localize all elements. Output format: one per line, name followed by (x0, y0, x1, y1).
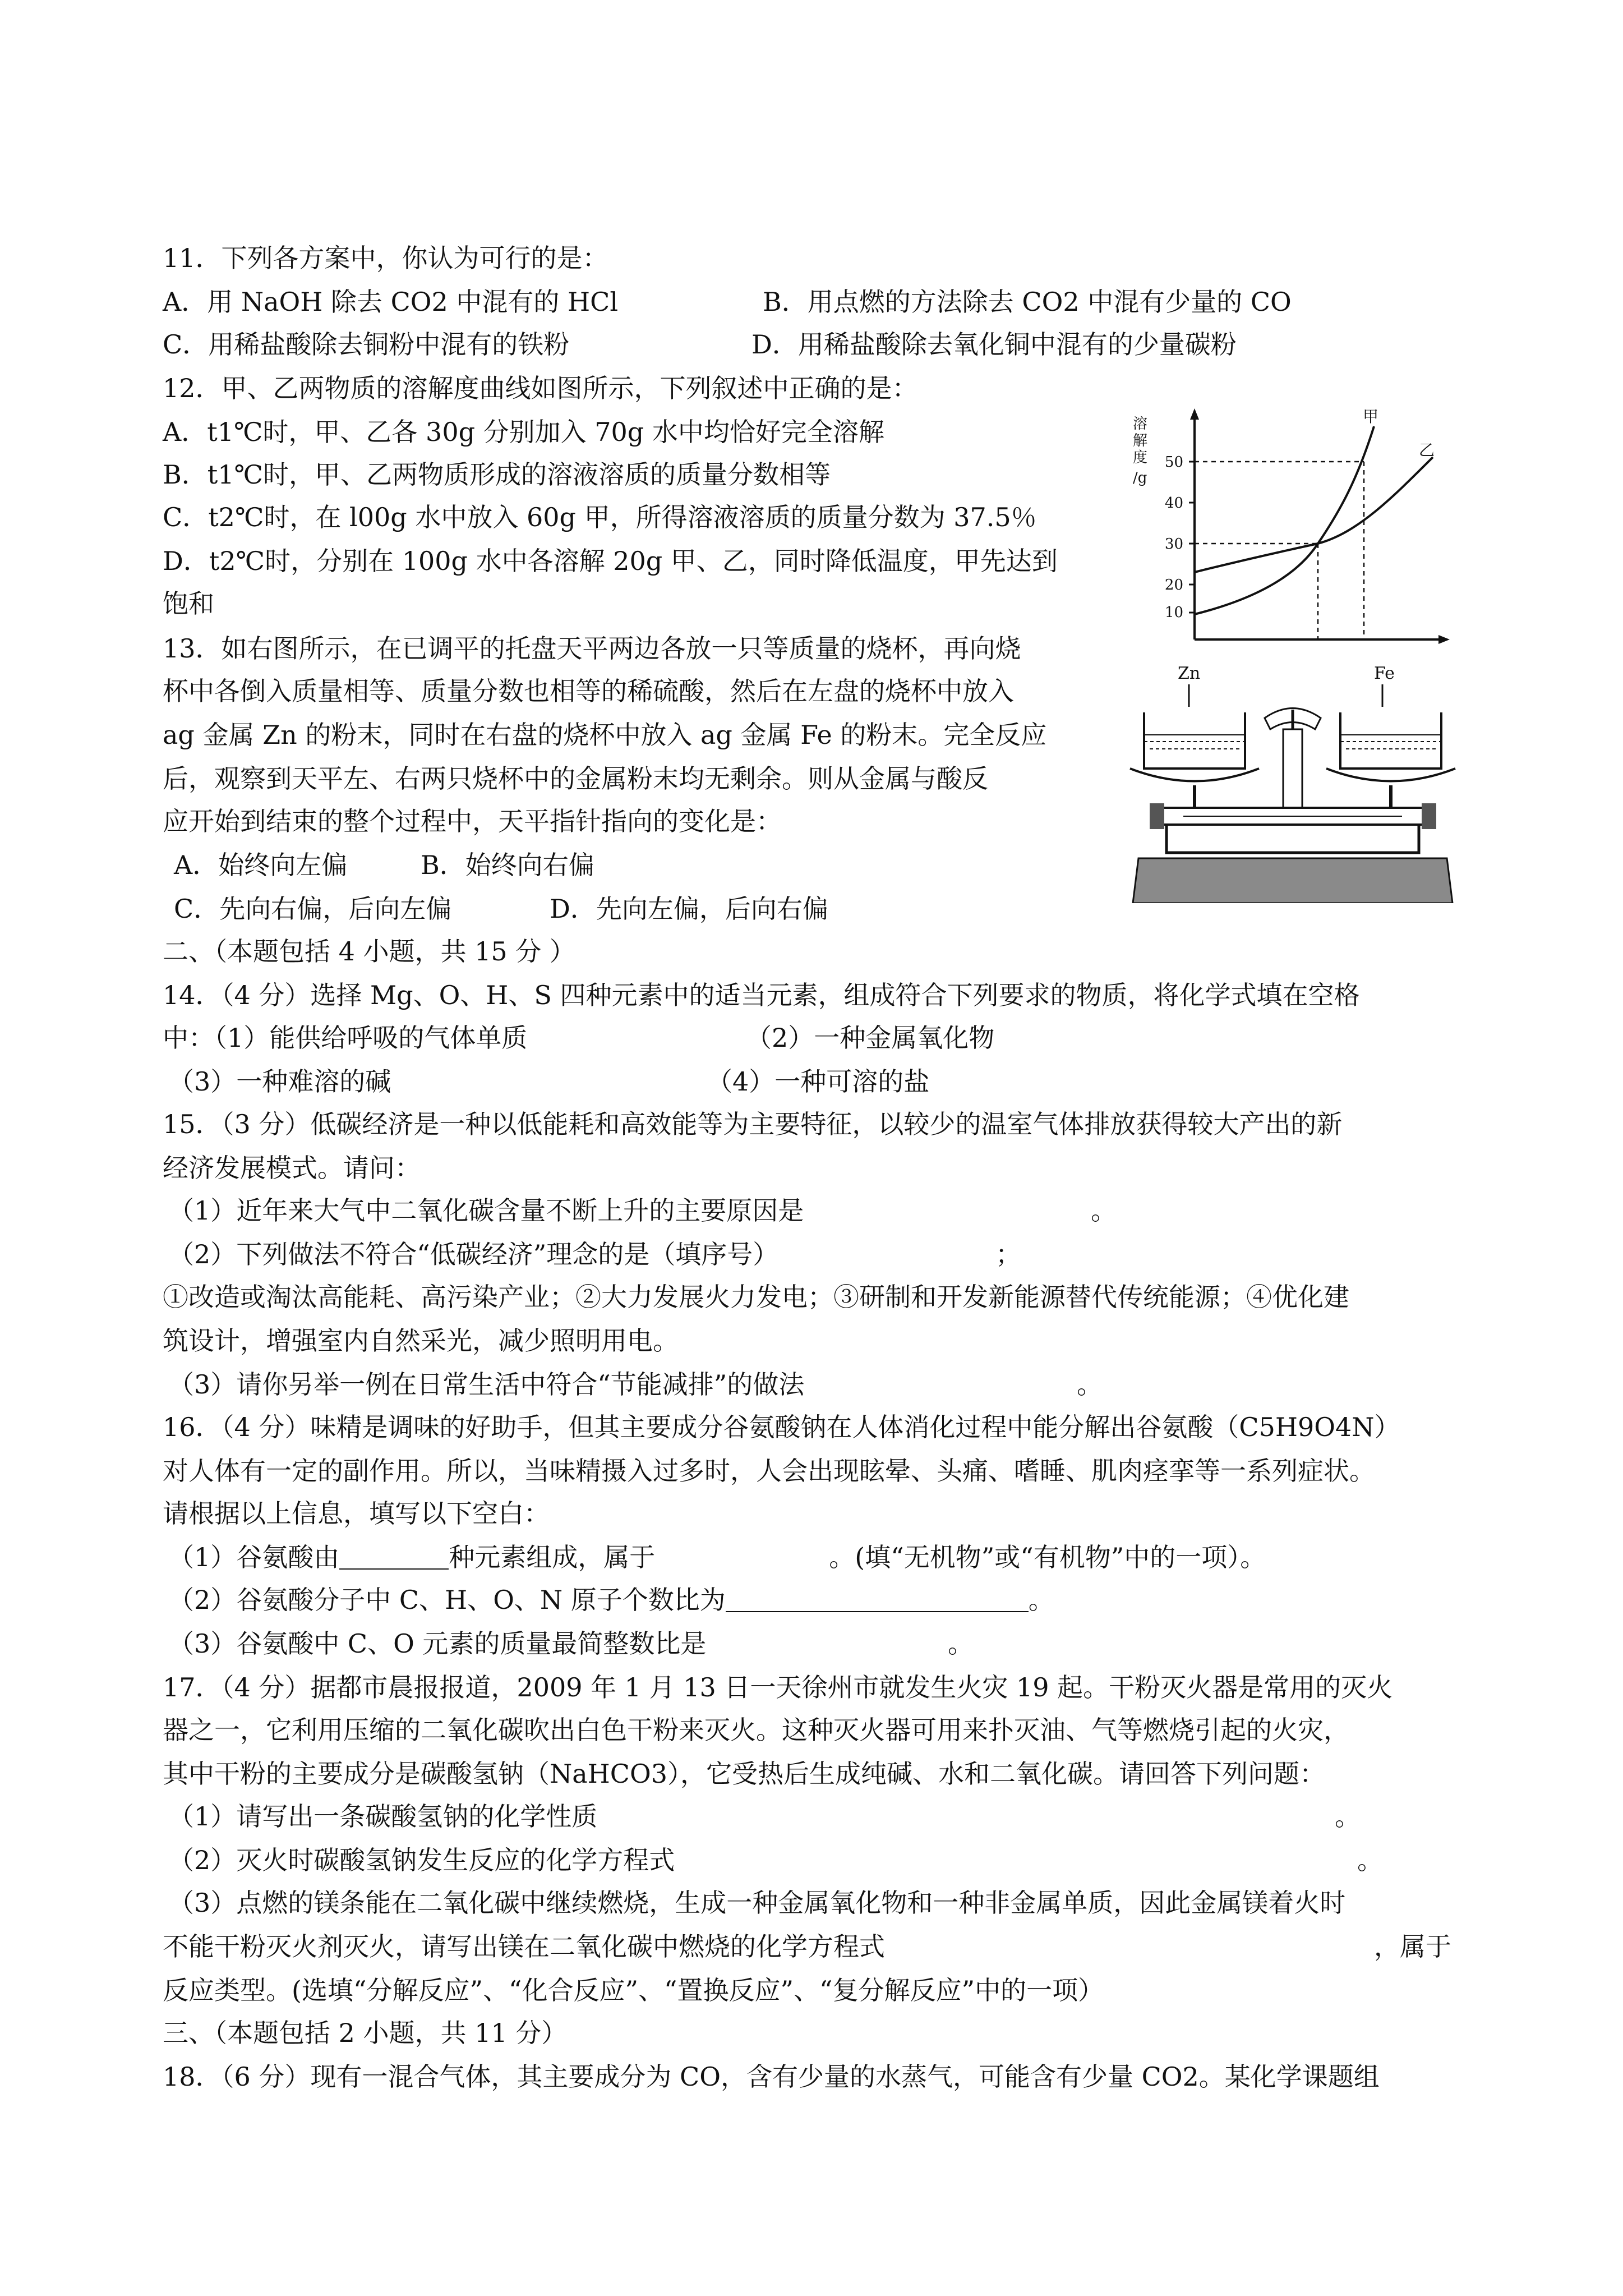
q15-part-1: （1）近年来大气中二氧化碳含量不断上升的主要原因是 (168, 1195, 804, 1226)
q17-part-3-cont: 不能干粉灭火剂灭火，请写出镁在二氧化碳中燃烧的化学方程式 (163, 1931, 885, 1962)
solubility-curve-figure (1127, 404, 1458, 656)
section-3-heading: 三、（本题包括 2 小题，共 11 分） (163, 2018, 568, 2048)
y-tick-label: 40 (1164, 495, 1183, 512)
q15-stem-1: 15．（3 分）低碳经济是一种以低能耗和高效能等为主要特征，以较少的温室气体排放获得较大产出的新 (163, 1109, 1343, 1139)
q13-option-b: B．始终向右偏 (421, 850, 594, 880)
q17-part-2-end: 。 (1357, 1845, 1383, 1875)
q16-part-1-b: 种元素组成，属于 (449, 1542, 656, 1572)
q12-stem: 12．甲、乙两物质的溶解度曲线如图所示，下列叙述中正确的是： (163, 373, 918, 403)
right-beaker (1340, 712, 1441, 769)
ylabel-char: 解 (1133, 432, 1148, 449)
q17-stem-1: 17．（4 分）据都市晨报报道，2009 年 1 月 13 日一天徐州市就发生火灾 19 起。干粉灭火器是常用的灭火 (163, 1672, 1393, 1703)
q17-part-1: （1）请写出一条碳酸氢钠的化学性质 (168, 1801, 598, 1832)
q13-option-c: C．先向右偏，后向左偏 (174, 894, 452, 924)
q16-stem-2: 对人体有一定的副作用。所以，当味精摄入过多时，人会出现眩晕、头痛、嗜睡、肌肉痉挛等一系列症状。 (163, 1456, 1375, 1486)
q14-part-1: 中：（1）能供给呼吸的气体单质 (163, 1023, 528, 1053)
q15-choices-2: 筑设计，增强室内自然采光，减少照明用电。 (163, 1326, 679, 1356)
q16-stem-3: 请根据以上信息，填写以下空白： (163, 1498, 550, 1529)
curve-label-yi: 乙 (1419, 441, 1435, 459)
q15-part-3: （3）请你另举一例在日常生活中符合“节能减排”的做法 (168, 1369, 805, 1400)
q13-stem-4: 后，观察到天平左、右两只烧杯中的金属粉末均无剩余。则从金属与酸反 (163, 763, 988, 794)
q17-part-1-end: 。 (1335, 1801, 1361, 1832)
q12-option-d: D．t2℃时，分别在 100g 水中各溶解 20g 甲、乙，同时降低温度，甲先达到 (163, 546, 1058, 576)
left-beaker (1144, 712, 1245, 769)
q12-option-b: B．t1℃时，甲、乙两物质形成的溶液溶质的质量分数相等 (163, 459, 831, 490)
q18-stem: 18．（6 分）现有一混合气体，其主要成分为 CO，含有少量的水蒸气，可能含有少量 CO2。某化学课题组 (163, 2062, 1380, 2092)
ylabel-char: 度 (1133, 449, 1148, 466)
q13-option-d: D．先向左偏，后向右偏 (550, 894, 828, 924)
ylabel-char: 溶 (1133, 416, 1148, 432)
balance-figure (1127, 656, 1464, 903)
answer-blank[interactable] (726, 1611, 1029, 1612)
q15-part-3-end: 。 (1077, 1369, 1103, 1400)
y-axis-arrow (1190, 408, 1199, 420)
x-axis-arrow (1438, 635, 1450, 644)
q15-part-2: （2）下列做法不符合“低碳经济”理念的是（填序号） (168, 1239, 779, 1269)
q11-option-d: D．用稀盐酸除去氧化铜中混有的少量碳粉 (751, 329, 1237, 360)
q11-option-c: C．用稀盐酸除去铜粉中混有的铁粉 (163, 329, 570, 360)
curve-yi (1195, 457, 1433, 572)
section-2-heading: 二、（本题包括 4 小题，共 15 分 ） (163, 936, 575, 967)
q12-option-a: A．t1℃时，甲、乙各 30g 分别加入 70g 水中均恰好完全溶解 (163, 417, 884, 447)
q17-part-3-shuyu: ，属于 (1374, 1931, 1451, 1962)
q16-part-2 (168, 1583, 1054, 1617)
q16-stem-1: 16．（4 分）味精是调味的好助手，但其主要成分谷氨酸钠在人体消化过程中能分解出谷氨酸（C5H9O4N） (163, 1412, 1400, 1442)
center-column (1283, 729, 1302, 808)
y-tick-label: 10 (1164, 604, 1183, 621)
q12-option-c: C．t2℃时，在 l00g 水中放入 60g 甲，所得溶液溶质的质量分数为 37.5％ (163, 502, 1037, 532)
y-axis-label (1133, 416, 1147, 486)
answer-blank[interactable] (339, 1568, 449, 1570)
q16-part-1 (168, 1540, 1266, 1574)
q14-stem: 14．（4 分）选择 Mg、O、H、S 四种元素中的适当元素，组成符合下列要求的物质，将化学式填在空格 (163, 980, 1360, 1010)
y-tick-label: 30 (1164, 536, 1183, 553)
q14-part-2: （2）一种金属氧化物 (746, 1023, 995, 1053)
curve-label-jia: 甲 (1363, 407, 1379, 426)
q15-stem-2: 经济发展模式。请问： (163, 1153, 421, 1183)
q13-option-a: A．始终向左偏 (174, 850, 348, 880)
left-nut (1150, 803, 1164, 829)
balance-table (1133, 858, 1453, 903)
q13-stem-1: 13．如右图所示，在已调平的托盘天平两边各放一只等质量的烧杯，再向烧 (163, 633, 1021, 664)
y-tick-label: 50 (1164, 454, 1183, 471)
label-fe: Fe (1374, 664, 1395, 683)
q16-part-2-a: （2）谷氨酸分子中 C、H、O、N 原子个数比为 (168, 1585, 726, 1615)
q15-part-2-end: ； (995, 1239, 1021, 1269)
q17-part-3: （3）点燃的镁条能在二氧化碳中继续燃烧，生成一种金属氧化物和一种非金属单质，因此金属镁着火时 (168, 1888, 1346, 1918)
curve-jia (1195, 426, 1374, 614)
y-tick-label: 20 (1164, 577, 1183, 593)
q16-part-2-b: 。 (1028, 1585, 1054, 1615)
balance-base (1166, 825, 1419, 853)
q13-stem-5: 应开始到结束的整个过程中，天平指针指向的变化是： (163, 806, 782, 836)
q11-option-b: B．用点燃的方法除去 CO2 中混有少量的 CO (763, 287, 1292, 317)
right-nut (1422, 803, 1436, 829)
q12-option-d-cont: 饱和 (163, 588, 214, 619)
q17-part-2: （2）灭火时碳酸氢钠发生反应的化学方程式 (168, 1845, 675, 1875)
left-pan (1130, 769, 1259, 781)
q16-part-3: （3）谷氨酸中 C、O 元素的质量最简整数比是 (168, 1628, 707, 1659)
label-zn: Zn (1178, 664, 1201, 683)
q15-part-1-end: 。 (1091, 1195, 1117, 1226)
q16-part-3-end: 。 (948, 1628, 974, 1659)
q11-stem: 11．下列各方案中，你认为可行的是： (163, 243, 608, 273)
ylabel-char: /g (1133, 470, 1147, 486)
q16-part-1-c: 。(填“无机物”或“有机物”中的一项）。 (829, 1542, 1266, 1572)
q14-part-3: （3）一种难溶的碱 (168, 1066, 391, 1097)
q14-part-4: （4）一种可溶的盐 (707, 1066, 930, 1097)
right-pan (1326, 769, 1455, 781)
q13-stem-2: 杯中各倒入质量相等、质量分数也相等的稀硫酸，然后在左盘的烧杯中放入 (163, 676, 1014, 706)
q15-choices-1: ①改造或淘汰高能耗、高污染产业；②大力发展火力发电；③研制和开发新能源替代传统能源；④优化建 (163, 1282, 1349, 1312)
q13-stem-3: ag 金属 Zn 的粉末，同时在右盘的烧杯中放入 ag 金属 Fe 的粉末。完全反应 (163, 720, 1047, 750)
q17-stem-2: 器之一，它利用压缩的二氧化碳吹出白色干粉来灭火。这种灭火器可用来扑灭油、气等燃烧引起的火灾， (163, 1715, 1349, 1745)
q16-part-1-a: （1）谷氨酸由 (168, 1542, 340, 1572)
q17-stem-3: 其中干粉的主要成分是碳酸氢钠（NaHCO3），它受热后生成纯碱、水和二氧化碳。请回答下列问题： (163, 1759, 1325, 1789)
q11-option-a: A．用 NaOH 除去 CO2 中混有的 HCl (163, 287, 619, 317)
q17-part-3-end: 反应类型。(选填“分解反应”、“化合反应”、“置换反应”、“复分解反应”中的一项） (163, 1975, 1104, 2005)
